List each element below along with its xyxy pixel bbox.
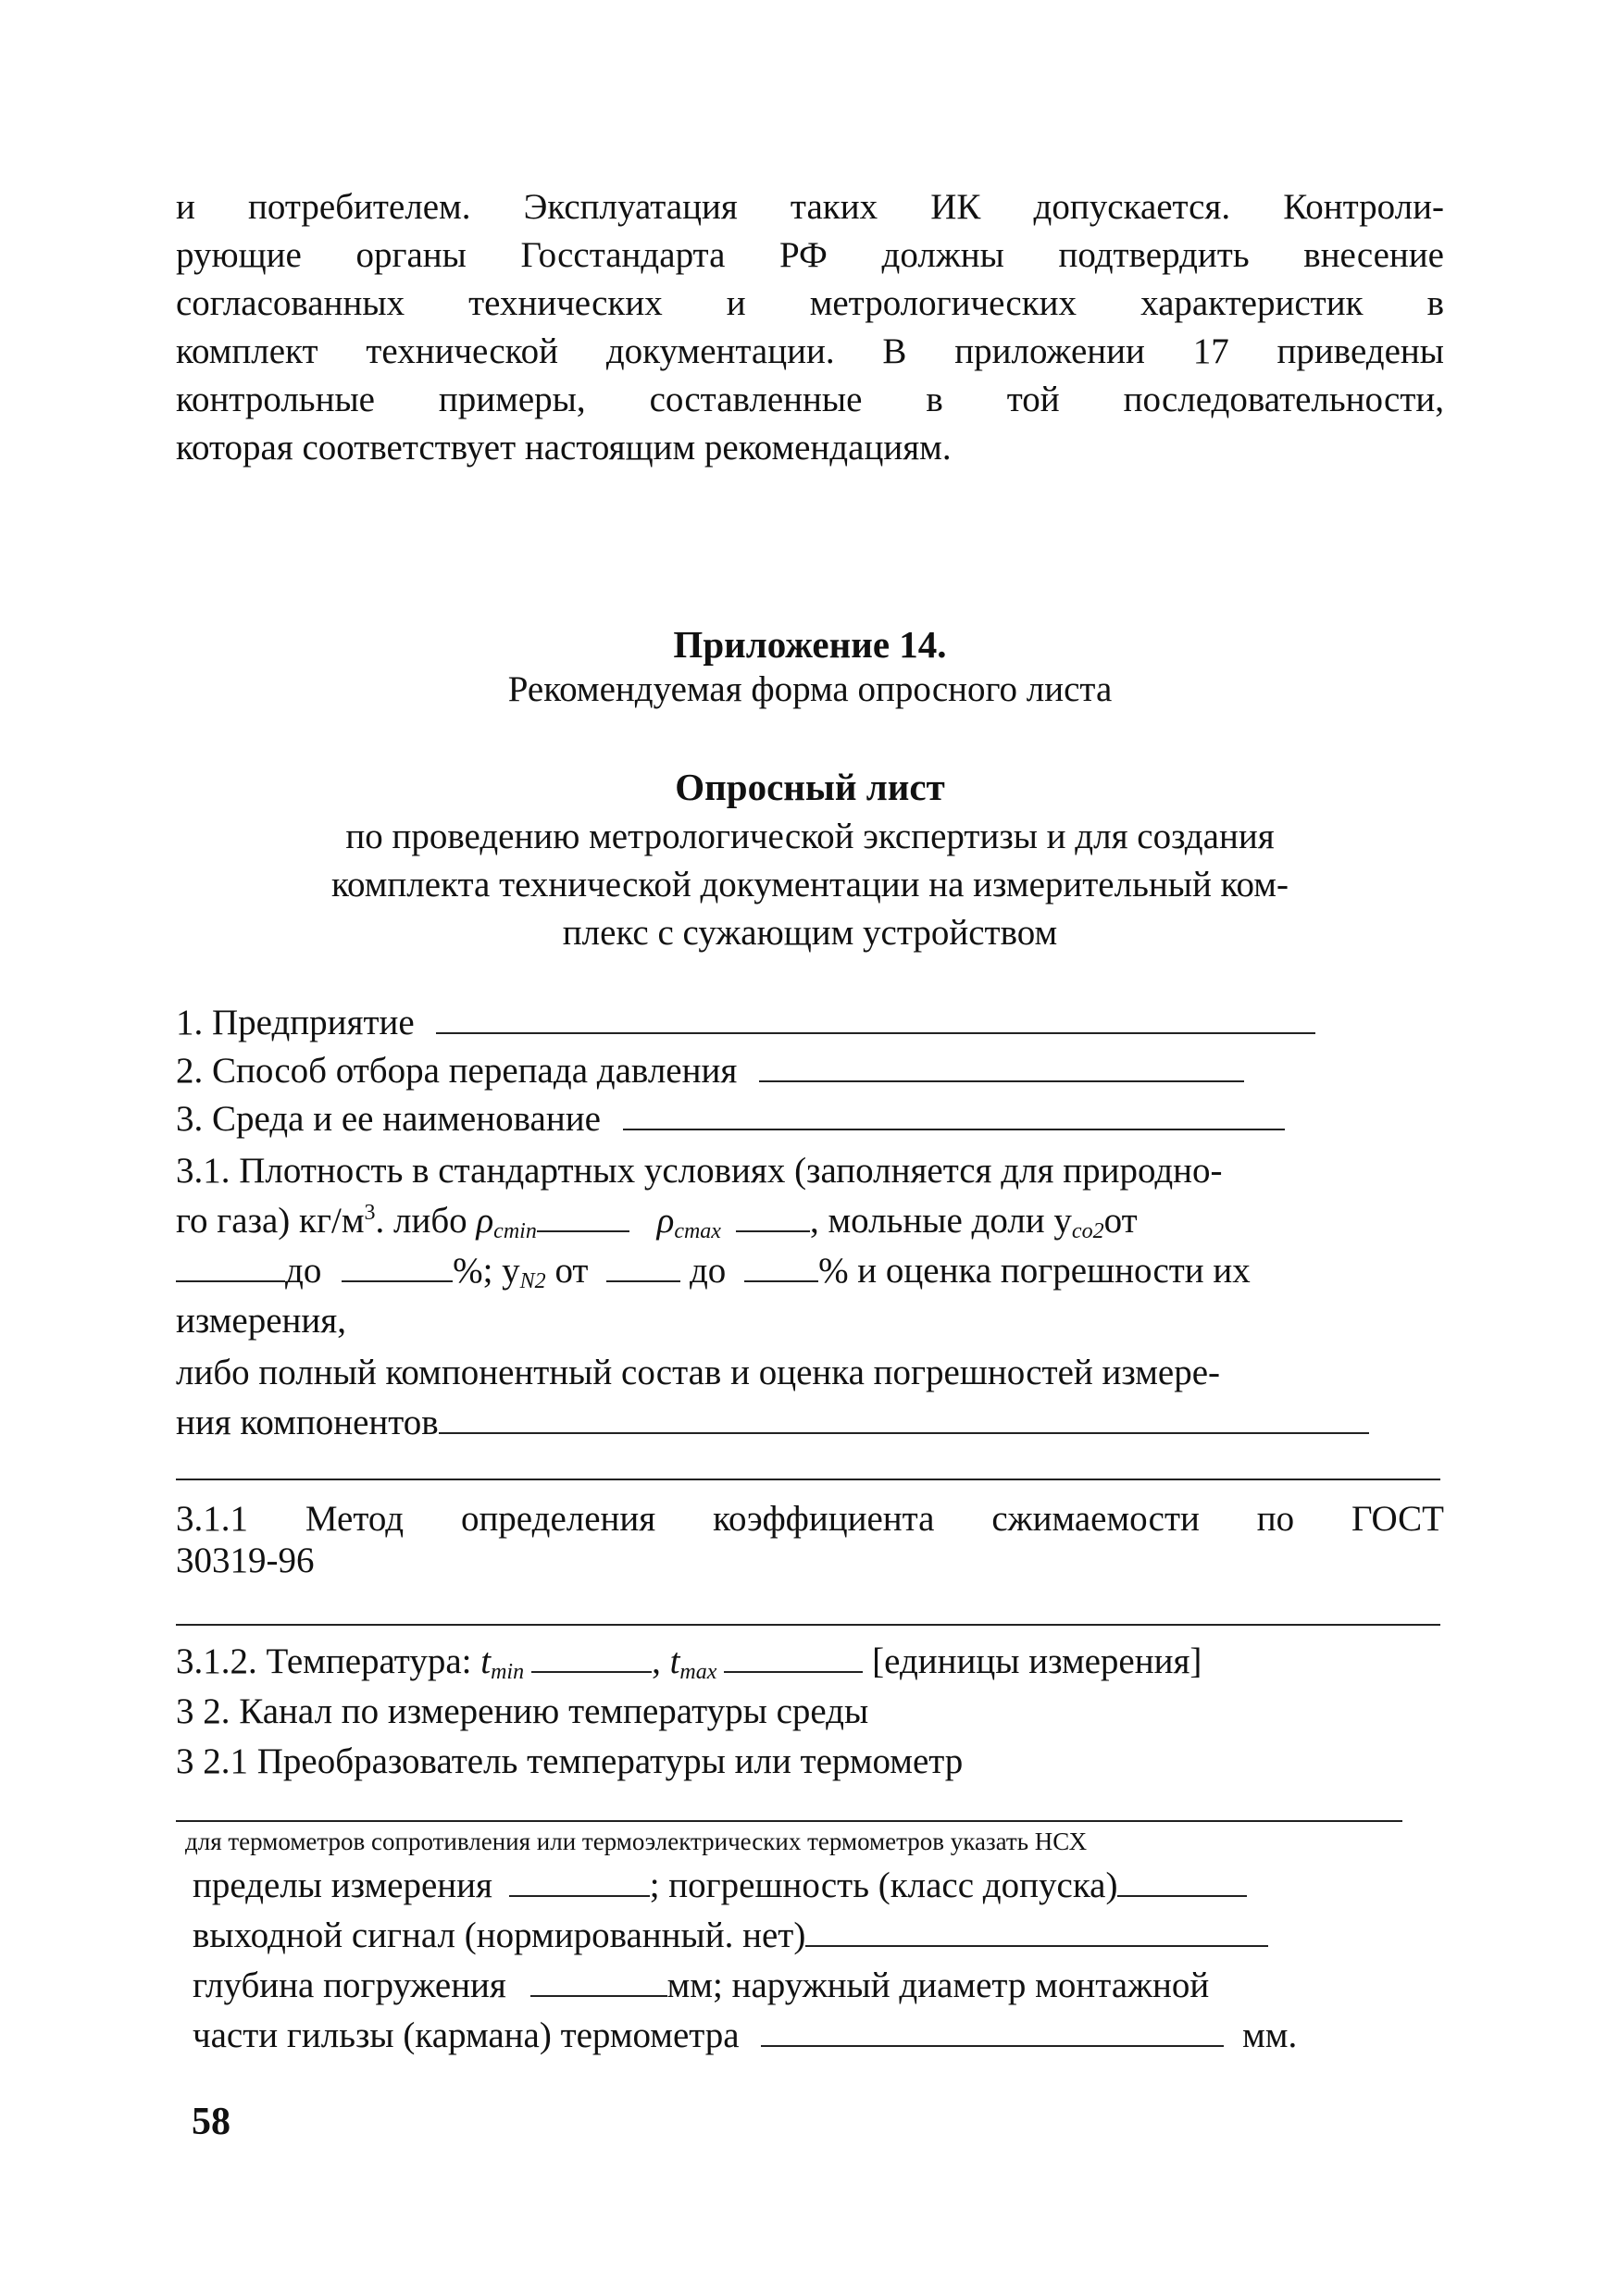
accuracy-label: ; погрешность (класс допуска) (649, 1866, 1118, 1905)
item-density-line1 (176, 1150, 1444, 1192)
item-density-line3 (176, 1250, 1251, 1294)
diameter-label: мм; наружный диаметр монтажной (666, 1965, 1210, 2005)
intro-line: согласованных технических и метрологических характеристик в (176, 283, 1444, 323)
compressibility-field[interactable] (176, 1624, 1440, 1626)
tmin-symbol: t (480, 1641, 492, 1681)
appendix-title: Приложение 14. (673, 623, 947, 666)
item-density-line2 (176, 1200, 1138, 1244)
tmax-symbol: t (669, 1641, 680, 1681)
limits-field[interactable] (509, 1867, 650, 1897)
intro-line: контрольные примеры, составленные в той последовательности, (176, 380, 1444, 419)
item-density-line5: либо полный компонентный состав и оценка погрешностей измере- (176, 1353, 1221, 1392)
note-text: для термометров сопротивления или термоэлектрических термометров указать НСХ (185, 1828, 1088, 1855)
item-temperature (176, 1641, 1202, 1685)
to-text: до (285, 1251, 322, 1291)
sleeve-label: части гильзы (кармана) термометра (193, 2015, 740, 2055)
item-temperature-sensor: 3 2.1 Преобразователь температуры или термометр (176, 1741, 964, 1781)
item-medium (176, 1098, 1285, 1140)
item-limits (193, 1865, 1247, 1906)
intro-paragraph (176, 183, 1444, 472)
item-enterprise (176, 1002, 1315, 1043)
item-density-line6 (176, 1402, 1369, 1443)
intro-line: рующие органы Госстандарта РФ должны подтвердить внесение (176, 235, 1444, 275)
n2-from-field[interactable] (606, 1253, 680, 1282)
units-label: [единицы измерения] (872, 1641, 1202, 1681)
components-label: ния компонентов (176, 1403, 439, 1442)
intro-line: которая соответствует настоящим рекомендациям. (176, 428, 952, 468)
item-density-line4: измерения, (176, 1301, 346, 1341)
density-unit-exponent: 3 (364, 1201, 376, 1225)
yco2-subscript: co2 (1071, 1219, 1104, 1243)
n2-to-field[interactable] (744, 1253, 818, 1282)
uncertainty-text: % и оценка погрешности их (818, 1251, 1251, 1291)
compressibility-line2: 30319-96 (176, 1541, 315, 1580)
item-enterprise-label: 1. Предприятие (176, 1003, 415, 1042)
yn2-subscript: N2 (519, 1269, 546, 1293)
tmax-field[interactable] (724, 1643, 863, 1673)
depth-field[interactable] (530, 1967, 667, 1997)
from-text: от (1103, 1201, 1138, 1241)
questionnaire-title: Опросный лист (675, 766, 945, 808)
co2-from-field[interactable] (176, 1253, 285, 1282)
enterprise-field[interactable] (436, 1004, 1315, 1034)
item-temperature-channel: 3 2. Канал по измерению температуры среды (176, 1691, 869, 1731)
item-compressibility (176, 1498, 1444, 1581)
appendix-subtitle: Рекомендуемая форма опросного листа (507, 669, 1113, 709)
rho-max-field[interactable] (736, 1203, 810, 1232)
intro-line: комплект технической документации. В приложении 17 приведены (176, 331, 1444, 371)
compressibility-line1: 3.1.1 Метод определения коэффициента сжимаемости по ГОСТ (176, 1499, 1444, 1539)
comma-text: , (652, 1641, 661, 1681)
questionnaire-subtitle-line: по проведению метрологической экспертизы и для создания (345, 817, 1275, 856)
temperature-label: 3.1.2. Температура: (176, 1641, 472, 1681)
medium-field[interactable] (623, 1101, 1285, 1130)
intro-line: и потребителем. Эксплуатация таких ИК допускается. Контроли- (176, 187, 1444, 227)
molar-fractions-text: , мольные доли y (809, 1201, 1072, 1241)
rho-min-symbol: ρ (476, 1201, 494, 1241)
sleeve-unit: мм. (1242, 2015, 1298, 2055)
components-field-line2[interactable] (176, 1479, 1440, 1480)
temperature-sensor-field[interactable] (176, 1820, 1402, 1822)
tmin-field[interactable] (531, 1643, 652, 1673)
tmin-subscript: min (491, 1660, 525, 1684)
pressure-method-field[interactable] (759, 1053, 1244, 1082)
questionnaire-subtitle (176, 813, 1444, 957)
item-sleeve (193, 2015, 1297, 2056)
density-unit-text: го газа) кг/м (176, 1201, 365, 1241)
output-label: выходной сигнал (нормированный. нет) (193, 1915, 806, 1955)
components-field[interactable] (439, 1404, 1369, 1434)
page-number: 58 (192, 2101, 230, 2143)
rho-max-symbol: ρ (656, 1201, 675, 1241)
co2-to-field[interactable] (342, 1253, 453, 1282)
n2-to-text: до (689, 1251, 727, 1291)
questionnaire-subtitle-line: плекс с сужающим устройством (562, 913, 1058, 953)
limits-label: пределы измерения (193, 1866, 492, 1905)
percent-yn2-text: %; y (453, 1251, 520, 1291)
accuracy-field[interactable] (1117, 1867, 1247, 1897)
item-depth (193, 1965, 1444, 2006)
questionnaire-subtitle-line: комплекта технической документации на измерительный ком- (331, 865, 1289, 905)
n2-from-text: от (554, 1251, 589, 1291)
sleeve-field[interactable] (761, 2017, 1224, 2047)
item-pressure-method (176, 1050, 1244, 1092)
rho-min-subscript: cmin (493, 1219, 537, 1243)
item-pressure-method-label: 2. Способ отбора перепада давления (176, 1051, 738, 1091)
rho-min-field[interactable] (537, 1203, 629, 1232)
tmax-subscript: max (679, 1660, 717, 1684)
depth-label: глубина погружения (193, 1965, 506, 2005)
item-output (193, 1915, 1268, 1956)
item-density-label: 3.1. Плотность в стандартных условиях (заполняется для природно- (176, 1151, 1223, 1191)
density-or-text: . либо (375, 1201, 467, 1241)
output-field[interactable] (805, 1917, 1268, 1947)
item-medium-label: 3. Среда и ее наименование (176, 1099, 601, 1139)
rho-max-subscript: cmax (674, 1219, 721, 1243)
